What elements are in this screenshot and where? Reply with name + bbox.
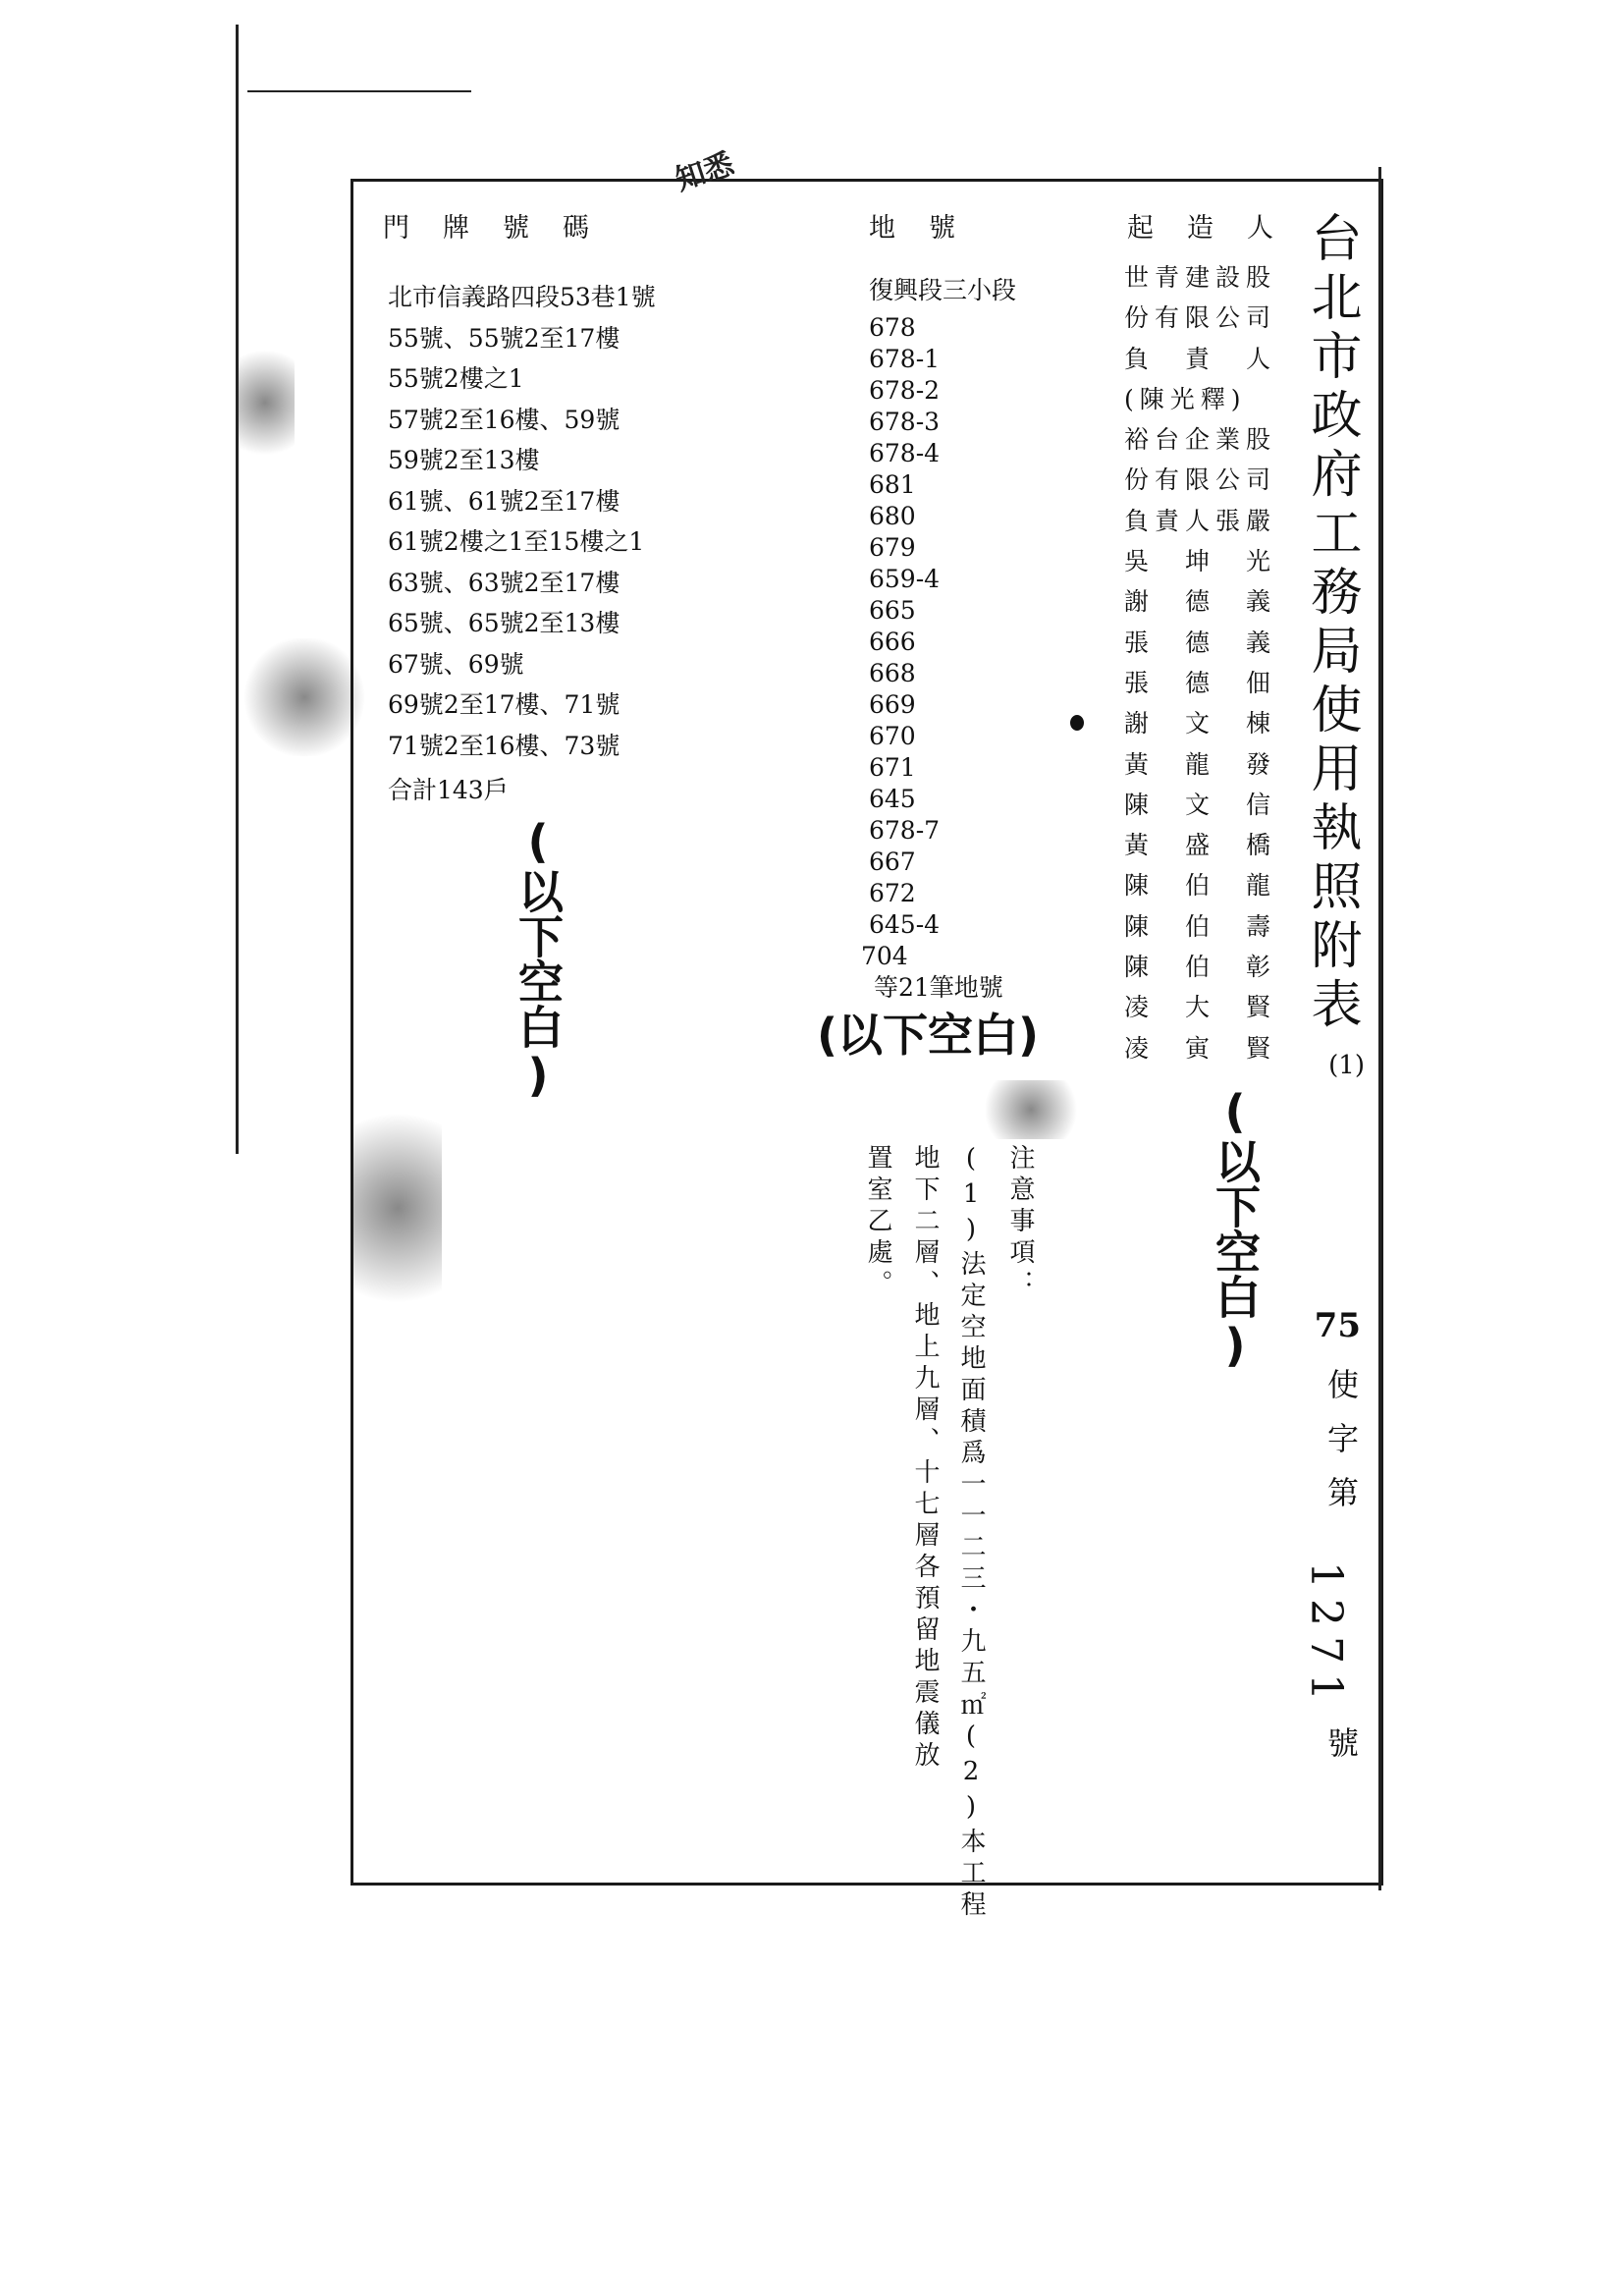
lot-item: 669 xyxy=(869,690,916,719)
builder-item: 份有限公司 xyxy=(1124,303,1277,333)
header-builder: 起造人 xyxy=(1127,213,1307,244)
lot-item: 704 xyxy=(861,942,908,970)
notes-col-2: 地下二層、地上九層、十七層各預留地震儀放 xyxy=(910,1144,940,1773)
address-item: 63號、63號2至17樓 xyxy=(388,568,620,597)
builder-item: 世青建設股 xyxy=(1124,263,1277,292)
permit-char: 使 xyxy=(1326,1366,1359,1403)
builder-list xyxy=(1124,257,1276,1068)
address-item: 69號2至17樓、71號 xyxy=(388,690,620,719)
lot-item: 678-1 xyxy=(869,345,941,373)
lot-item: 645 xyxy=(869,785,916,813)
notes-heading: 注意事項： xyxy=(1005,1144,1035,1301)
builder-item: (陳光釋) xyxy=(1124,384,1247,413)
builder-item: 份有限公司 xyxy=(1124,465,1277,495)
document-title: 台北市政府工務局使用執照附表 xyxy=(1302,211,1361,1036)
permit-number: 1271 xyxy=(1301,1561,1351,1711)
blank-mark-lot: (以下空白) xyxy=(817,1009,1040,1062)
builder-item: 謝 文 棟 xyxy=(1124,709,1277,738)
lot-item: 678-3 xyxy=(869,408,941,436)
builder-item: 負 責 人 xyxy=(1124,344,1277,373)
title-divider xyxy=(1378,167,1381,1890)
builder-item: 謝 德 義 xyxy=(1124,587,1277,617)
lot-item: 681 xyxy=(869,470,916,499)
ink-dot xyxy=(1070,715,1084,731)
scan-edge-line xyxy=(236,25,239,1154)
builder-item: 陳 文 信 xyxy=(1124,790,1277,819)
builder-item: 黃 盛 橋 xyxy=(1124,831,1277,860)
address-item: 55號2樓之1 xyxy=(388,364,524,393)
received-stamp: 知悉 xyxy=(671,146,738,198)
lot-list xyxy=(861,275,1017,1004)
blank-mark-address: (以下空白) xyxy=(512,815,565,1102)
lot-item: 679 xyxy=(869,533,916,562)
address-item: 北市信義路四段53巷1號 xyxy=(388,283,656,311)
builder-item: 張 德 義 xyxy=(1124,628,1277,657)
scan-edge-line xyxy=(247,90,471,92)
address-item: 59號2至13樓 xyxy=(388,446,540,474)
lot-total: 等21筆地號 xyxy=(874,973,1003,1002)
address-item: 61號2樓之1至15樓之1 xyxy=(388,527,645,556)
permit-year: 75 xyxy=(1314,1306,1361,1345)
lot-item: 668 xyxy=(869,659,916,687)
notes-col-1: (1)法定空地面積爲一一二三・九五㎡(2)本工程 xyxy=(956,1144,986,1922)
lot-item: 671 xyxy=(869,753,916,782)
lot-item: 645-4 xyxy=(869,910,941,939)
permit-char: 字 xyxy=(1326,1420,1359,1457)
builder-item: 黃 龍 發 xyxy=(1124,749,1277,779)
lot-item: 678 xyxy=(869,313,916,342)
volume-label: (1) xyxy=(1328,1051,1365,1080)
address-total: 合計143戶 xyxy=(388,776,509,804)
builder-item: 陳 伯 壽 xyxy=(1124,911,1277,941)
scan-smudge xyxy=(241,638,368,756)
builder-item: 裕台企業股 xyxy=(1124,425,1277,455)
builder-item: 凌 寅 賢 xyxy=(1124,1033,1277,1063)
builder-item: 陳 伯 龍 xyxy=(1124,871,1277,901)
address-item: 55號、55號2至17樓 xyxy=(388,323,620,353)
address-item: 65號、65號2至13樓 xyxy=(388,609,620,637)
address-item: 67號、69號 xyxy=(388,649,524,679)
lot-item: 659-4 xyxy=(869,565,941,593)
lot-item: 666 xyxy=(869,628,916,656)
lot-item: 678-7 xyxy=(869,816,941,845)
builder-item: 負責人張嚴 xyxy=(1124,506,1277,535)
builder-item: 陳 伯 彰 xyxy=(1124,953,1277,982)
lot-item: 680 xyxy=(869,502,916,530)
notes-col-3: 置室乙處。 xyxy=(863,1144,892,1301)
builder-item: 張 德 佃 xyxy=(1124,668,1277,697)
header-address: 門牌號碼 xyxy=(383,213,622,244)
lot-item: 678-2 xyxy=(869,376,941,405)
lot-section: 復興段三小段 xyxy=(869,276,1017,304)
address-item: 61號、61號2至17樓 xyxy=(388,486,620,516)
builder-item: 吳 坤 光 xyxy=(1124,547,1277,576)
address-list xyxy=(388,277,656,811)
blank-mark-builder: (以下空白) xyxy=(1209,1085,1262,1372)
lot-item: 667 xyxy=(869,847,916,876)
lot-item: 678-4 xyxy=(869,439,941,467)
lot-item: 672 xyxy=(869,879,916,907)
lot-item: 665 xyxy=(869,596,916,625)
lot-item: 670 xyxy=(869,722,916,750)
builder-item: 凌 大 賢 xyxy=(1124,993,1277,1022)
permit-suffix: 號 xyxy=(1326,1724,1359,1762)
scan-smudge xyxy=(236,334,295,471)
address-item: 71號2至16樓、73號 xyxy=(388,731,620,760)
permit-char: 第 xyxy=(1326,1474,1359,1511)
address-item: 57號2至16樓、59號 xyxy=(388,405,620,434)
header-lot: 地號 xyxy=(869,213,989,244)
